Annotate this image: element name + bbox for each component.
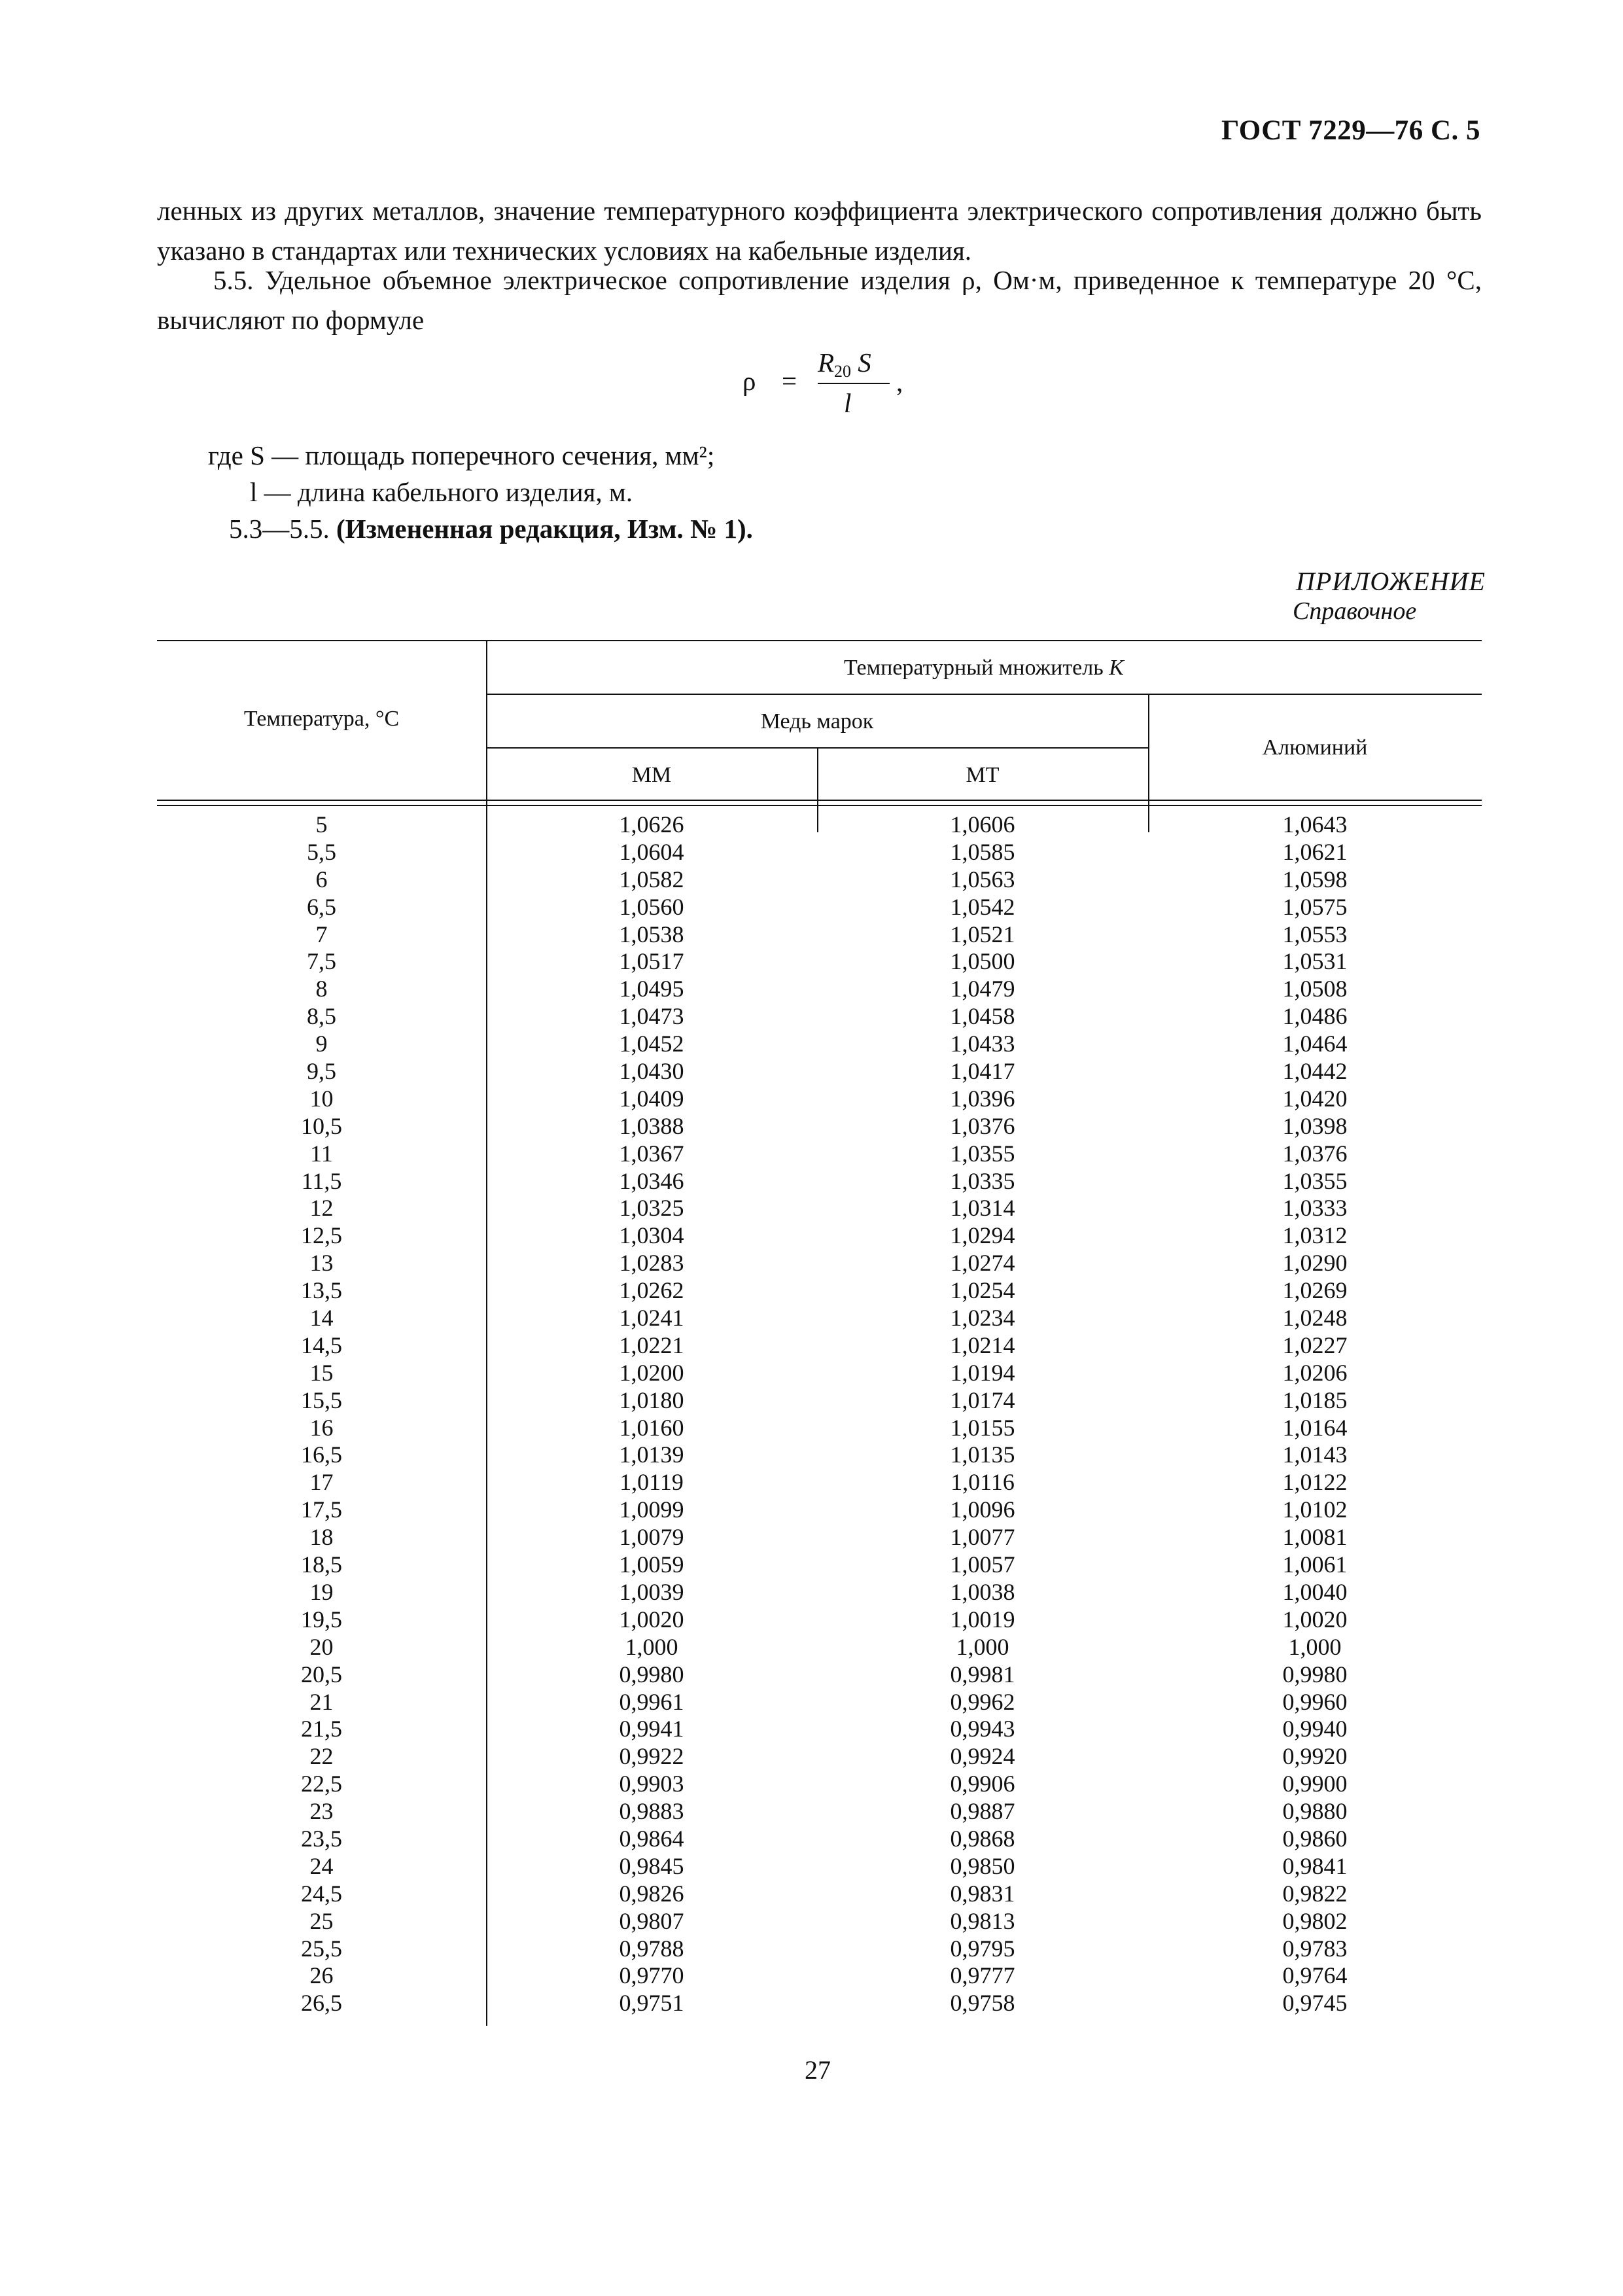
cell-mt: 1,0096 <box>950 1496 1015 1523</box>
table-row <box>157 1168 1482 1195</box>
cell-mm: 0,9903 <box>619 1771 684 1797</box>
cell-temp: 6,5 <box>307 893 336 920</box>
cell-al: 1,0598 <box>1282 866 1348 892</box>
table-row <box>157 1360 1482 1387</box>
cell-temp: 13 <box>309 1250 334 1277</box>
cell-temp: 15,5 <box>301 1386 342 1413</box>
table-row <box>157 1606 1482 1634</box>
table-row <box>157 1387 1482 1415</box>
cell-mt: 1,0355 <box>950 1140 1015 1167</box>
cell-mm: 1,0160 <box>619 1414 684 1441</box>
table-row <box>157 1250 1482 1277</box>
table-row <box>157 1853 1482 1881</box>
cell-mt: 1,0194 <box>950 1359 1015 1386</box>
col-header-mm: ММ <box>631 763 672 787</box>
cell-mm: 1,0039 <box>619 1578 684 1605</box>
table-row <box>157 1195 1482 1222</box>
cell-mt: 1,0214 <box>950 1332 1015 1358</box>
cell-al: 1,0464 <box>1282 1031 1348 1057</box>
cell-mm: 0,9826 <box>619 1880 684 1907</box>
cell-temp: 6 <box>315 866 328 892</box>
table-row <box>157 1415 1482 1442</box>
fraction-bar <box>818 383 890 384</box>
cell-mm: 1,0430 <box>619 1058 684 1085</box>
cell-al: 1,0531 <box>1282 948 1348 975</box>
table-hline <box>486 747 1148 749</box>
cell-mt: 1,0376 <box>950 1112 1015 1139</box>
cell-temp: 17 <box>309 1469 334 1496</box>
cell-mm: 1,000 <box>625 1633 678 1660</box>
cell-temp: 23 <box>309 1798 334 1825</box>
cell-temp: 19 <box>309 1578 334 1605</box>
cell-mm: 0,9922 <box>619 1743 684 1770</box>
cell-al: 1,0040 <box>1282 1578 1348 1605</box>
table-top-rule <box>157 640 1482 641</box>
cell-temp: 18,5 <box>301 1551 342 1578</box>
table-header-rule <box>157 800 1482 801</box>
table-row <box>157 811 1482 839</box>
cell-mt: 1,0294 <box>950 1222 1015 1249</box>
cell-al: 0,9841 <box>1282 1852 1348 1879</box>
table-row <box>157 1469 1482 1496</box>
table-row <box>157 1935 1482 1963</box>
cell-temp: 10,5 <box>301 1112 342 1139</box>
table-row <box>157 1798 1482 1826</box>
cell-mm: 1,0473 <box>619 1003 684 1030</box>
cell-temp: 20,5 <box>301 1661 342 1687</box>
appendix-title: ПРИЛОЖЕНИЕ <box>1296 567 1486 596</box>
cell-al: 0,9920 <box>1282 1743 1348 1770</box>
cell-mm: 1,0604 <box>619 838 684 865</box>
formula-lhs: ρ <box>742 366 756 396</box>
cell-mm: 1,0262 <box>619 1277 684 1304</box>
cell-temp: 14,5 <box>301 1332 342 1358</box>
cell-mt: 1,0606 <box>950 811 1015 838</box>
cell-mm: 1,0059 <box>619 1551 684 1578</box>
table-row <box>157 1277 1482 1305</box>
cell-mm: 0,9807 <box>619 1907 684 1934</box>
cell-al: 1,0164 <box>1282 1414 1348 1441</box>
col-group-copper: Медь марок <box>760 709 874 733</box>
cell-temp: 25,5 <box>301 1935 342 1962</box>
cell-mt: 1,0057 <box>950 1551 1015 1578</box>
cell-mt: 1,0019 <box>950 1606 1015 1633</box>
cell-al: 1,0420 <box>1282 1085 1348 1112</box>
cell-temp: 13,5 <box>301 1277 342 1304</box>
table-hline <box>486 694 1482 695</box>
cell-al: 1,0081 <box>1282 1524 1348 1551</box>
cell-temp: 7,5 <box>307 948 336 975</box>
cell-temp: 24,5 <box>301 1880 342 1907</box>
table-row <box>157 1031 1482 1058</box>
cell-mm: 1,0346 <box>619 1167 684 1194</box>
cell-temp: 16,5 <box>301 1441 342 1468</box>
cell-al: 1,0376 <box>1282 1140 1348 1167</box>
formula-comma: , <box>896 367 903 397</box>
table-row <box>157 1661 1482 1689</box>
cell-al: 0,9802 <box>1282 1907 1348 1934</box>
cell-temp: 9 <box>315 1031 328 1057</box>
cell-mt: 0,9777 <box>950 1962 1015 1989</box>
cell-temp: 12,5 <box>301 1222 342 1249</box>
col-header-aluminium: Алюминий <box>1262 735 1368 760</box>
cell-temp: 7 <box>315 921 328 947</box>
cell-mt: 1,0155 <box>950 1414 1015 1441</box>
cell-mt: 1,0585 <box>950 838 1015 865</box>
table-row <box>157 1524 1482 1551</box>
cell-temp: 14 <box>309 1305 334 1332</box>
cell-al: 1,0020 <box>1282 1606 1348 1633</box>
cell-al: 1,0122 <box>1282 1469 1348 1496</box>
cell-mt: 0,9795 <box>950 1935 1015 1962</box>
cell-mm: 1,0626 <box>619 811 684 838</box>
cell-al: 0,9980 <box>1282 1661 1348 1687</box>
table-row <box>157 1222 1482 1250</box>
cell-al: 1,0143 <box>1282 1441 1348 1468</box>
table-row <box>157 1003 1482 1031</box>
cell-al: 1,0227 <box>1282 1332 1348 1358</box>
col-header-mt: МТ <box>966 763 1000 787</box>
cell-al: 0,9822 <box>1282 1880 1348 1907</box>
table-row <box>157 976 1482 1003</box>
cell-al: 1,0248 <box>1282 1305 1348 1332</box>
cell-mm: 0,9864 <box>619 1825 684 1852</box>
cell-mt: 0,9887 <box>950 1798 1015 1825</box>
cell-mt: 0,9962 <box>950 1688 1015 1715</box>
cell-mm: 1,0200 <box>619 1359 684 1386</box>
table-row <box>157 839 1482 866</box>
cell-mm: 1,0139 <box>619 1441 684 1468</box>
cell-al: 1,0553 <box>1282 921 1348 947</box>
cell-al: 0,9900 <box>1282 1771 1348 1797</box>
formula-denominator: l <box>844 388 852 418</box>
col-header-temperature: Температура, °С <box>243 707 400 731</box>
cell-temp: 8,5 <box>307 1003 336 1030</box>
table-header-rule <box>157 805 1482 806</box>
cell-al: 1,0312 <box>1282 1222 1348 1249</box>
table-row <box>157 1634 1482 1661</box>
cell-temp: 10 <box>309 1085 334 1112</box>
cell-mt: 1,0479 <box>950 976 1015 1002</box>
cell-al: 1,0185 <box>1282 1386 1348 1413</box>
cell-temp: 8 <box>315 976 328 1002</box>
cell-al: 1,0333 <box>1282 1195 1348 1222</box>
cell-temp: 5,5 <box>307 838 336 865</box>
cell-temp: 22 <box>309 1743 334 1770</box>
cell-mm: 1,0099 <box>619 1496 684 1523</box>
table-row <box>157 1990 1482 2017</box>
cell-temp: 23,5 <box>301 1825 342 1852</box>
cell-al: 1,0486 <box>1282 1003 1348 1030</box>
cell-temp: 24 <box>309 1852 334 1879</box>
cell-al: 1,0269 <box>1282 1277 1348 1304</box>
formula-equals: = <box>782 366 797 396</box>
table-row <box>157 1140 1482 1168</box>
cell-mm: 0,9883 <box>619 1798 684 1825</box>
cell-al: 1,0206 <box>1282 1359 1348 1386</box>
paragraph-5-5: 5.5. Удельное объемное электрическое сопротивление изделия ρ, Ом·м, приведенное к температуре 20 °С, вычисляют по формуле <box>157 265 1482 335</box>
amendment-note: 5.3—5.5. (Измененная редакция, Изм. № 1). <box>229 514 753 544</box>
cell-temp: 11,5 <box>301 1167 342 1194</box>
cell-mm: 0,9788 <box>619 1935 684 1962</box>
cell-mm: 1,0582 <box>619 866 684 892</box>
cell-al: 1,0102 <box>1282 1496 1348 1523</box>
cell-temp: 12 <box>309 1195 334 1222</box>
cell-temp: 20 <box>309 1633 334 1660</box>
cell-mt: 1,0458 <box>950 1003 1015 1030</box>
cell-temp: 21,5 <box>301 1716 342 1742</box>
cell-mt: 1,0542 <box>950 893 1015 920</box>
table-row <box>157 1826 1482 1853</box>
cell-mt: 1,0521 <box>950 921 1015 947</box>
cell-mt: 0,9981 <box>950 1661 1015 1687</box>
cell-temp: 22,5 <box>301 1771 342 1797</box>
table-row <box>157 1716 1482 1743</box>
table-row <box>157 1908 1482 1935</box>
cell-mt: 1,0335 <box>950 1167 1015 1194</box>
cell-mm: 0,9770 <box>619 1962 684 1989</box>
page-header: ГОСТ 7229—76 С. 5 <box>1221 115 1480 146</box>
cell-mm: 0,9751 <box>619 1990 684 2017</box>
table-row <box>157 1771 1482 1798</box>
cell-mt: 1,0274 <box>950 1250 1015 1277</box>
cell-mm: 1,0495 <box>619 976 684 1002</box>
cell-mm: 1,0388 <box>619 1112 684 1139</box>
cell-mm: 1,0241 <box>619 1305 684 1332</box>
table-row <box>157 1086 1482 1113</box>
cell-mm: 0,9845 <box>619 1852 684 1879</box>
table-row <box>157 1579 1482 1606</box>
table-body <box>157 811 1482 2017</box>
cell-al: 1,0355 <box>1282 1167 1348 1194</box>
cell-mm: 1,0538 <box>619 921 684 947</box>
cell-al: 1,0621 <box>1282 838 1348 865</box>
cell-mm: 1,0367 <box>619 1140 684 1167</box>
cell-mm: 0,9941 <box>619 1716 684 1742</box>
page-number: 27 <box>805 2055 831 2085</box>
cell-mt: 0,9868 <box>950 1825 1015 1852</box>
cell-al: 1,0061 <box>1282 1551 1348 1578</box>
table-row <box>157 1962 1482 1990</box>
cell-mt: 1,0417 <box>950 1058 1015 1085</box>
paragraph-continuation: ленных из других металлов, значение температурного коэффициента электрического сопротивления должно быть указано в стандартах или технических условиях на кабельные изделия. <box>157 196 1482 266</box>
cell-mt: 0,9813 <box>950 1907 1015 1934</box>
where-l: l — длина кабельного изделия, м. <box>250 477 633 507</box>
cell-temp: 17,5 <box>301 1496 342 1523</box>
cell-temp: 26,5 <box>301 1990 342 2017</box>
appendix-subtitle: Справочное <box>1293 597 1417 625</box>
cell-mm: 1,0325 <box>619 1195 684 1222</box>
cell-mt: 0,9850 <box>950 1852 1015 1879</box>
cell-mt: 1,0500 <box>950 948 1015 975</box>
cell-mt: 1,0254 <box>950 1277 1015 1304</box>
cell-temp: 5 <box>315 811 328 838</box>
cell-mm: 1,0452 <box>619 1031 684 1057</box>
cell-al: 0,9880 <box>1282 1798 1348 1825</box>
cell-al: 1,0442 <box>1282 1058 1348 1085</box>
cell-al: 0,9745 <box>1282 1990 1348 2017</box>
table-row <box>157 1551 1482 1579</box>
resistivity-formula <box>742 347 913 425</box>
table-row <box>157 1113 1482 1140</box>
col-group-k: Температурный множитель K <box>844 656 1124 680</box>
cell-mt: 1,0563 <box>950 866 1015 892</box>
cell-mm: 1,0409 <box>619 1085 684 1112</box>
cell-al: 1,0398 <box>1282 1112 1348 1139</box>
cell-mm: 1,0180 <box>619 1386 684 1413</box>
cell-mt: 1,0433 <box>950 1031 1015 1057</box>
cell-mm: 1,0304 <box>619 1222 684 1249</box>
where-s: где S — площадь поперечного сечения, мм²; <box>208 440 715 470</box>
table-row <box>157 921 1482 949</box>
table-row <box>157 1058 1482 1086</box>
cell-mt: 1,000 <box>956 1633 1009 1660</box>
cell-mm: 1,0560 <box>619 893 684 920</box>
cell-temp: 19,5 <box>301 1606 342 1633</box>
cell-temp: 26 <box>309 1962 334 1989</box>
cell-al: 1,0643 <box>1282 811 1348 838</box>
cell-mt: 1,0396 <box>950 1085 1015 1112</box>
cell-mm: 1,0079 <box>619 1524 684 1551</box>
table-row <box>157 1689 1482 1716</box>
cell-al: 0,9764 <box>1282 1962 1348 1989</box>
cell-al: 0,9940 <box>1282 1716 1348 1742</box>
cell-temp: 18 <box>309 1524 334 1551</box>
cell-mt: 0,9831 <box>950 1880 1015 1907</box>
cell-temp: 15 <box>309 1359 334 1386</box>
table-row <box>157 1305 1482 1332</box>
cell-temp: 9,5 <box>307 1058 336 1085</box>
cell-al: 1,0575 <box>1282 893 1348 920</box>
cell-al: 1,000 <box>1288 1633 1342 1660</box>
cell-mm: 0,9980 <box>619 1661 684 1687</box>
table-row <box>157 1881 1482 1908</box>
cell-mt: 1,0077 <box>950 1524 1015 1551</box>
cell-al: 1,0290 <box>1282 1250 1348 1277</box>
cell-temp: 16 <box>309 1414 334 1441</box>
cell-mt: 1,0314 <box>950 1195 1015 1222</box>
table-row <box>157 866 1482 894</box>
cell-mm: 1,0020 <box>619 1606 684 1633</box>
table-row <box>157 1743 1482 1771</box>
cell-mt: 0,9758 <box>950 1990 1015 2017</box>
cell-mt: 1,0135 <box>950 1441 1015 1468</box>
formula-numerator: $R_{20}$ S <box>818 347 871 381</box>
cell-temp: 21 <box>309 1688 334 1715</box>
cell-mt: 0,9943 <box>950 1716 1015 1742</box>
table-row <box>157 894 1482 921</box>
cell-mm: 1,0517 <box>619 948 684 975</box>
cell-mt: 1,0116 <box>951 1469 1015 1496</box>
cell-mt: 1,0234 <box>950 1305 1015 1332</box>
table-row <box>157 948 1482 976</box>
cell-temp: 11 <box>310 1140 333 1167</box>
cell-mm: 0,9961 <box>619 1688 684 1715</box>
cell-mt: 1,0174 <box>950 1386 1015 1413</box>
cell-al: 0,9783 <box>1282 1935 1348 1962</box>
cell-mm: 1,0221 <box>619 1332 684 1358</box>
cell-temp: 25 <box>309 1907 334 1934</box>
table-row <box>157 1496 1482 1524</box>
cell-al: 0,9960 <box>1282 1688 1348 1715</box>
cell-mt: 0,9906 <box>950 1771 1015 1797</box>
cell-mm: 1,0283 <box>619 1250 684 1277</box>
cell-al: 0,9860 <box>1282 1825 1348 1852</box>
cell-mt: 0,9924 <box>950 1743 1015 1770</box>
cell-mt: 1,0038 <box>950 1578 1015 1605</box>
cell-mm: 1,0119 <box>620 1469 684 1496</box>
table-row <box>157 1441 1482 1469</box>
table-row <box>157 1332 1482 1360</box>
cell-al: 1,0508 <box>1282 976 1348 1002</box>
